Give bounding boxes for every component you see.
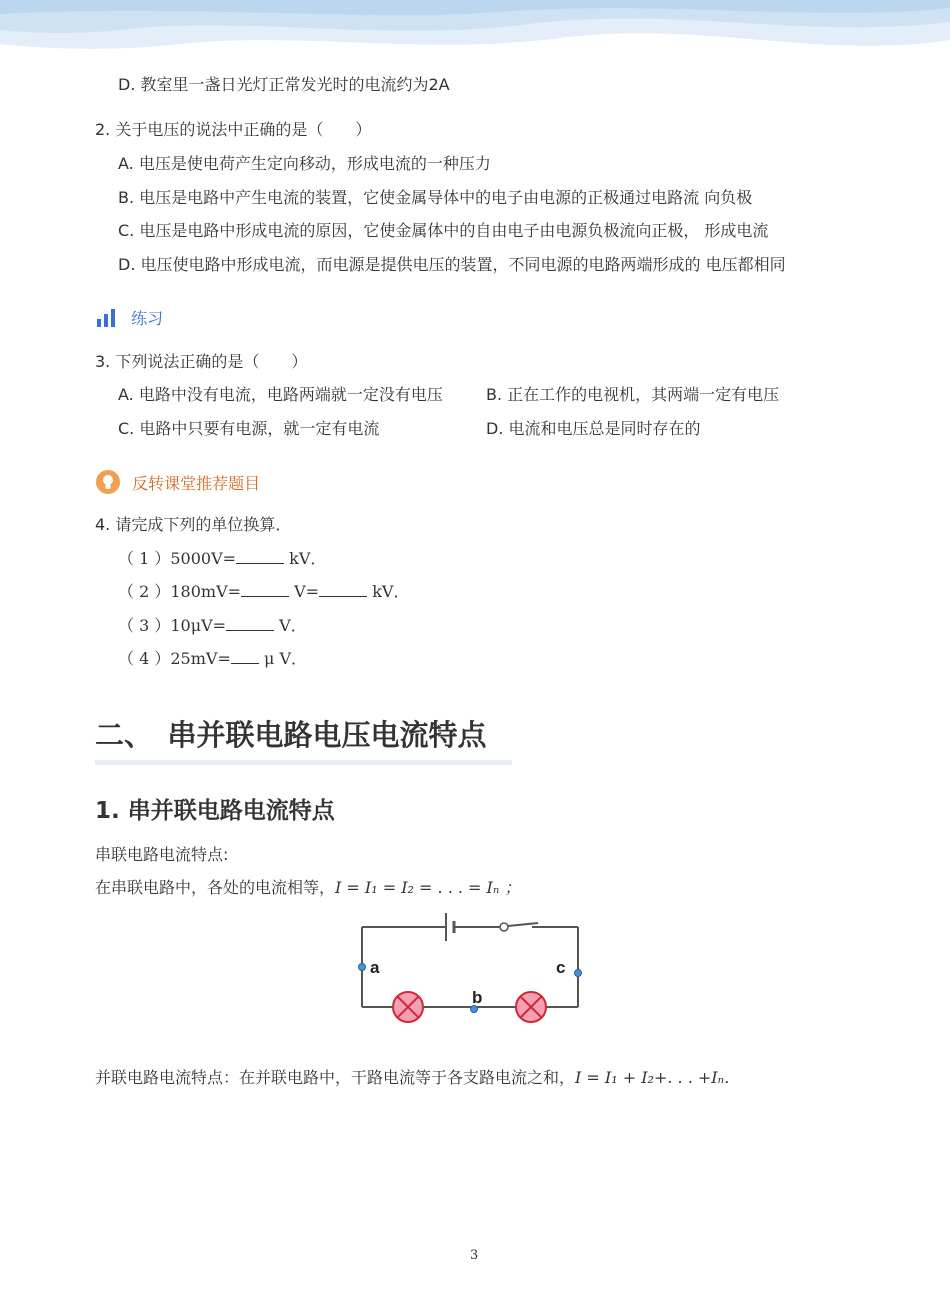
q4-item-4: （ 4 ）25mV= μ V． <box>118 649 307 668</box>
q3-option-b: B. 正在工作的电视机，其两端一定有电压 <box>486 385 780 404</box>
bar-chart-icon <box>96 308 118 328</box>
section-heading: 二、 串并联电路电压电流特点 <box>95 718 487 752</box>
point-c-dot <box>575 970 582 977</box>
q3-stem: 3. 下列说法正确的是（ ） <box>95 352 308 371</box>
label-a: a <box>370 958 380 977</box>
q3-option-d: D. 电流和电压总是同时存在的 <box>486 419 701 438</box>
series-statement: 在串联电路中，各处的电流相等，I = I₁ = I₂ = . . . = Iₙ ； <box>95 878 521 897</box>
flip-label: 反转课堂推荐题目 <box>132 473 261 493</box>
practice-label: 练习 <box>131 309 164 328</box>
header-wave-decoration <box>0 0 950 70</box>
q2-option-b: B. 电压是电路中产生电流的装置，它使金属导体中的电子由电源的正极通过电路流 向负极 <box>118 188 753 207</box>
page-number: 3 <box>470 1248 479 1263</box>
q2-option-d: D. 电压使电路中形成电流，而电源是提供电压的装置，不同电源的电路两端形成的 电压都相同 <box>118 255 786 274</box>
series-label: 串联电路电流特点: <box>95 845 229 864</box>
practice-section <box>96 306 163 329</box>
lamp-1 <box>393 992 423 1022</box>
switch-contact <box>500 923 508 931</box>
label-b: b <box>472 988 483 1007</box>
q2-stem: 2. 关于电压的说法中正确的是（ ） <box>95 120 372 139</box>
q2-option-c: C. 电压是电路中形成电流的原因，它使金属体中的自由电子由电源负极流向正极， 形成电流 <box>118 221 769 240</box>
q1-option-d: D. 教室里一盏日光灯正常发光时的电流约为2A <box>118 75 450 94</box>
q4-item-1: （ 1 ）5000V= kV． <box>118 549 327 568</box>
q3-option-c: C. 电路中只要有电源，就一定有电流 <box>118 419 380 438</box>
q3-option-a: A. 电路中没有电流，电路两端就一定没有电压 <box>118 385 443 404</box>
lightbulb-icon <box>95 469 121 495</box>
series-formula: I = I₁ = I₂ = . . . = Iₙ ； <box>335 878 521 897</box>
point-a-dot <box>359 964 366 971</box>
heading-underline <box>95 760 512 765</box>
subsection-heading: 1. 串并联电路电流特点 <box>95 798 335 824</box>
parallel-statement: 并联电路电流特点：在并联电路中，干路电流等于各支路电流之和，I = I₁ + I₂+. . . +Iₙ． <box>95 1068 741 1087</box>
q2-option-a: A. 电压是使电荷产生定向移动，形成电流的一种压力 <box>118 154 491 173</box>
series-circuit-diagram <box>340 905 600 1030</box>
parallel-formula: I = I₁ + I₂+. . . +Iₙ． <box>575 1068 741 1087</box>
label-c: c <box>556 958 566 977</box>
q4-stem: 4. 请完成下列的单位换算． <box>95 515 292 534</box>
q4-item-2: （ 2 ）180mV= V= kV． <box>118 582 410 601</box>
flip-section <box>95 469 260 495</box>
q4-item-3: （ 3 ）10μV= V． <box>118 616 307 635</box>
lamp-2 <box>516 992 546 1022</box>
